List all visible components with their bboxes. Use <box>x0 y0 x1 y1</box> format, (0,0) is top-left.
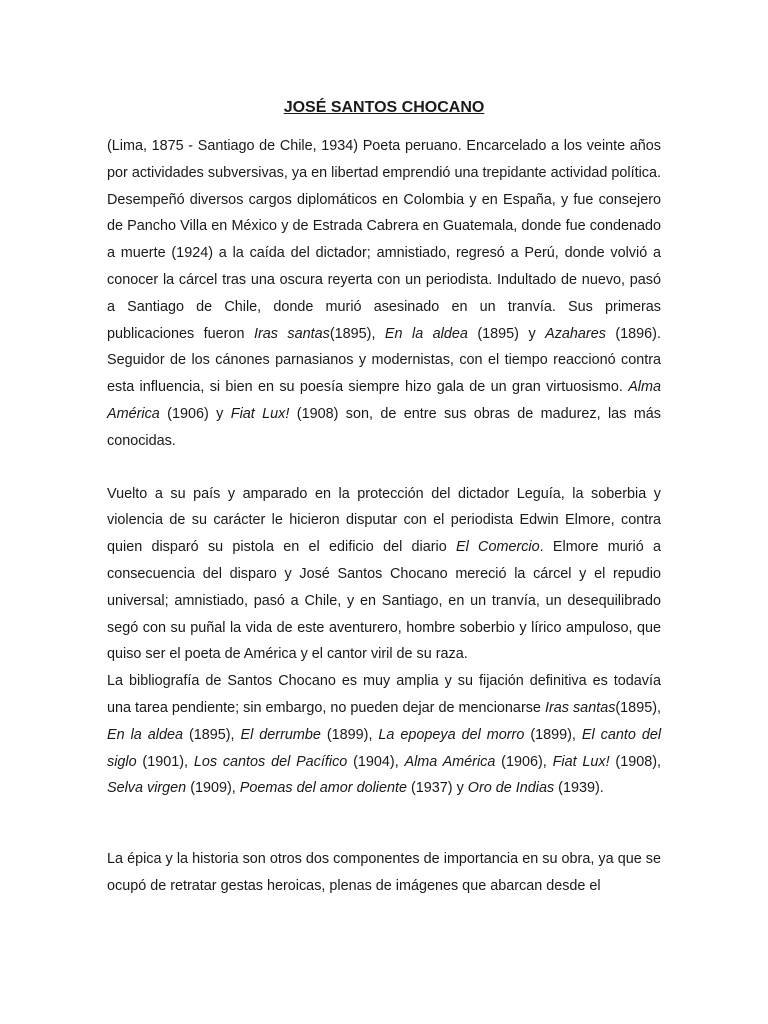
italic-title-text: Alma América <box>404 753 496 770</box>
paragraph-text: (1896). Seguidor de los cánones parnasianos y modernistas, con el tiempo reaccionó contra esta influencia, si bien en su poesía siempre hizo gala de un gran virtuosismo. <box>107 325 661 396</box>
paragraph-text: (1895), <box>182 726 241 743</box>
document-title: JOSÉ SANTOS CHOCANO <box>283 99 485 116</box>
paragraph-text: La épica y la historia son otros dos componentes de importancia en su obra, ya que se ocupó de retratar gestas heroicas, plenas de imágenes que abarcan desde el <box>107 851 661 894</box>
paragraph-epic-history <box>107 846 661 900</box>
paragraph-text: (1937) y <box>406 780 468 797</box>
italic-title-text: El Comercio <box>456 539 540 556</box>
paragraph-bibliography <box>107 668 661 802</box>
italic-title-text: El derrumbe <box>240 726 321 743</box>
italic-title-text: Poemas del amor doliente <box>239 780 407 797</box>
italic-title-text: Iras santas <box>544 699 616 716</box>
paragraph-text: (1895), <box>615 699 661 716</box>
italic-title-text: En la aldea <box>107 726 183 743</box>
paragraph-text: (1901), <box>136 753 194 770</box>
italic-title-text: Fiat Lux! <box>552 753 610 770</box>
paragraph-return-peru <box>107 481 661 669</box>
paragraph-text: (1906) y <box>159 405 231 422</box>
paragraph-text: (1908) son, de entre sus obras de madurez, las más conocidas. <box>107 405 661 449</box>
paragraph-text: La bibliografía de Santos Chocano es muy amplia y su fijación definitiva es todavía una tarea pendiente; sin embargo, no pueden dejar de mencionarse <box>107 673 661 716</box>
paragraph-text: (1899), <box>320 726 379 743</box>
paragraph-text: (1909), <box>186 780 240 797</box>
paragraph-text: (1895) y <box>467 325 546 342</box>
paragraph-text: . Elmore murió a consecuencia del disparo y José Santos Chocano mereció la cárcel y el repudio universal; amnistiado, pasó a Chile, y en Santiago, en un tranvía, un desequilibrado segó con su puñal la vida de este aventurero, hombre soberbio y lírico ampuloso, que quiso ser el poeta de América y el cantor viril de su raza. <box>107 539 662 663</box>
italic-title-text: Los cantos del Pacífico <box>193 753 348 770</box>
paragraph-text: (Lima, 1875 - Santiago de Chile, 1934) Poeta peruano. Encarcelado a los veinte años por actividades subversivas, ya en libertad emprendió una trepidante actividad política. Desempeñó diversos cargos diplomáticos en Colombia y en España, y fue consejero de Pancho Villa en México y de Estrada Cabrera en Guatemala, donde fue condenado a muerte (1924) a la caída del dictador; amnistiado, regresó a Perú, donde volvió a conocer la cárcel tras una oscura reyerta con un periodista. Indultado de nuevo, pasó a Santiago de Chile, donde murió asesinado en un tranvía. Sus primeras publicaciones fueron <box>107 138 661 342</box>
paragraph-text: (1939). <box>554 780 604 797</box>
italic-title-text: Azahares <box>545 325 606 342</box>
paragraph-spacer <box>107 455 661 481</box>
paragraph-text: (1908), <box>609 753 662 770</box>
italic-title-text: Iras santas <box>253 325 330 342</box>
paragraph-text: (1906), <box>495 753 553 770</box>
paragraph-text: Vuelto a su país y amparado en la protección del dictador Leguía, la soberbia y violencia de su carácter le hicieron disputar con el periodista Edwin Elmore, contra quien disparó su pistola en el edificio del diario <box>107 485 661 556</box>
italic-title-text: Alma América <box>107 379 661 422</box>
italic-title-text: Selva virgen <box>107 780 187 797</box>
paragraph-spacer <box>107 802 661 846</box>
italic-title-text: La epopeya del morro <box>378 726 525 743</box>
paragraph-text: (1904), <box>347 753 405 770</box>
paragraph-text: (1899), <box>524 726 582 743</box>
italic-title-text: El canto del siglo <box>107 726 662 770</box>
italic-title-text: Oro de Indias <box>467 780 555 797</box>
paragraph-text: (1895), <box>329 325 385 342</box>
italic-title-text: En la aldea <box>384 325 468 342</box>
italic-title-text: Fiat Lux! <box>230 405 290 422</box>
document-page <box>107 97 661 900</box>
paragraph-biography <box>107 133 661 455</box>
